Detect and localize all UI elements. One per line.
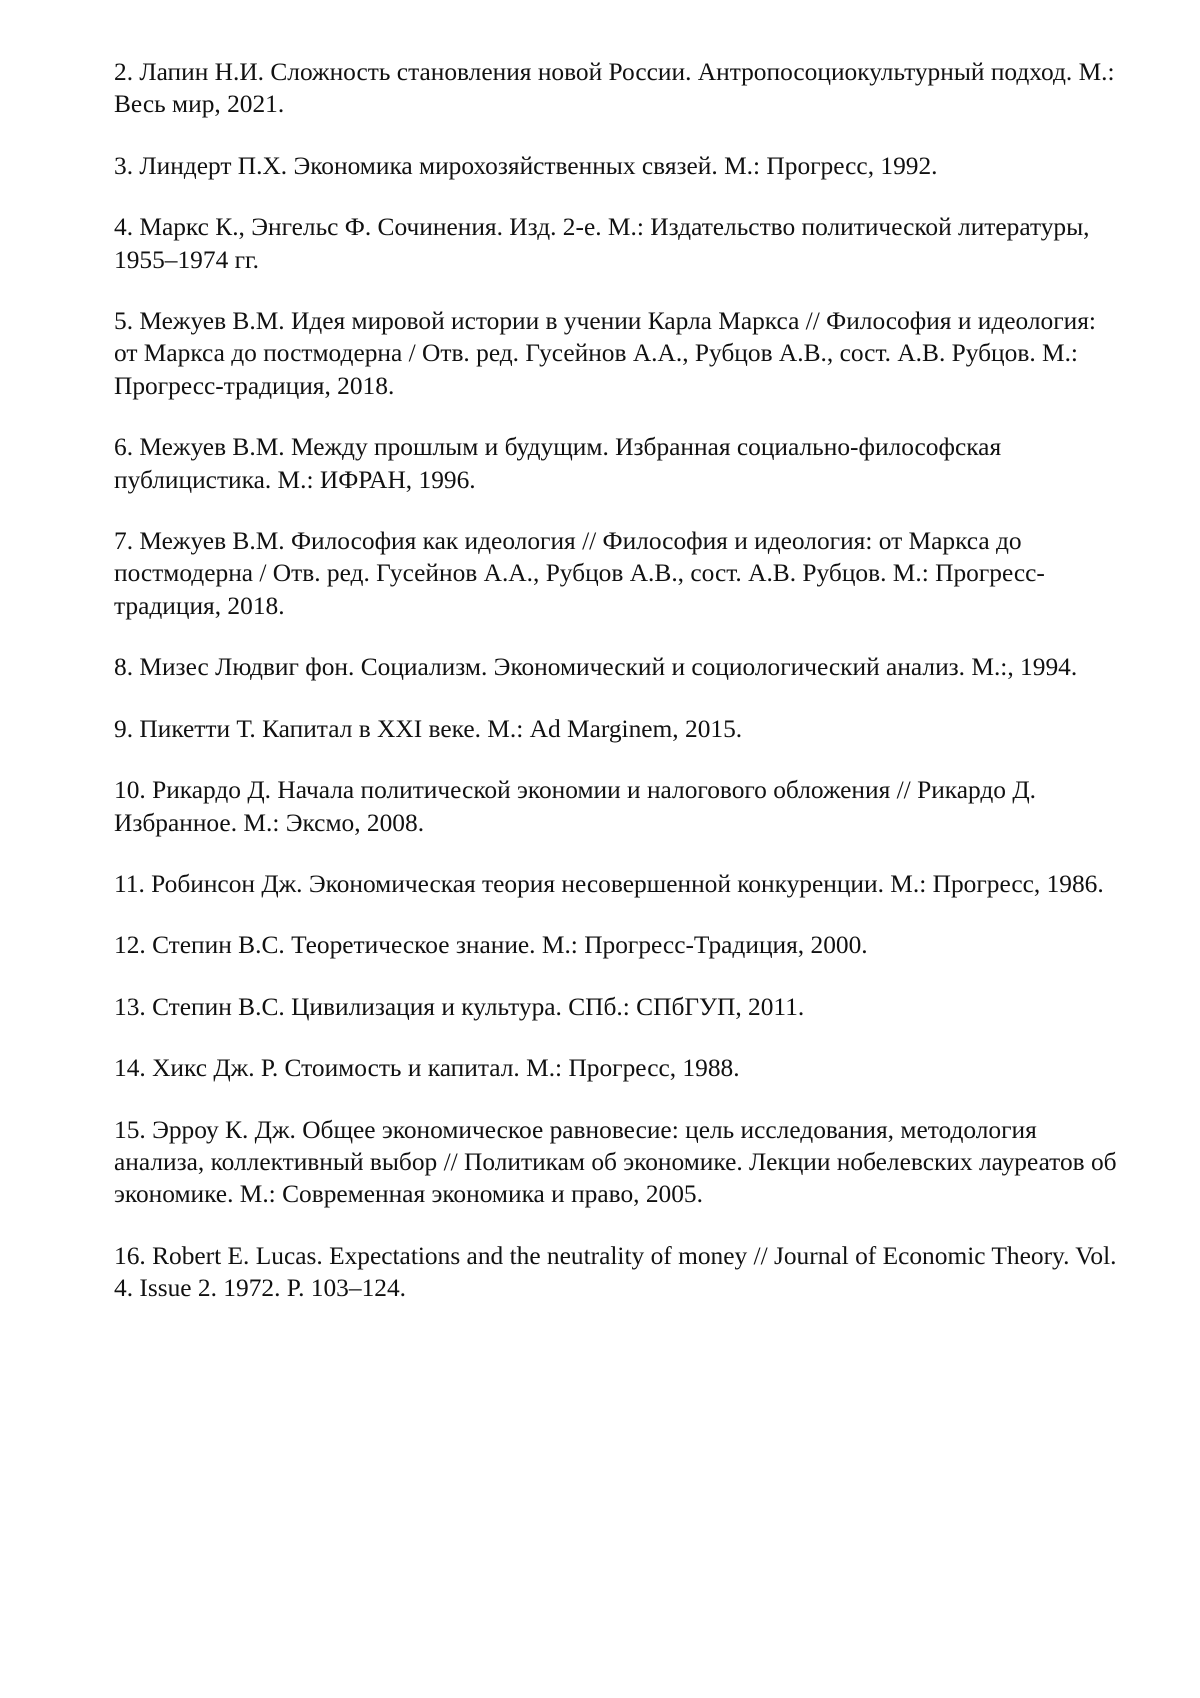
reference-item-9: 9. Пикетти Т. Капитал в XXI веке. М.: Ad Marginem, 2015. bbox=[114, 713, 1124, 745]
reference-item-5: 5. Межуев В.М. Идея мировой истории в учении Карла Маркса // Философия и идеология: от Маркса до постмодерна / Отв. ред. Гусейнов А.А., Рубцов А.В., сост. А.В. Рубцов. М.: Прогресс-традиция, 2018. bbox=[114, 305, 1124, 402]
document-page bbox=[0, 0, 1200, 1698]
reference-item-3: 3. Линдерт П.Х. Экономика мирохозяйственных связей. М.: Прогресс, 1992. bbox=[114, 150, 1124, 182]
reference-item-7: 7. Межуев В.М. Философия как идеология // Философия и идеология: от Маркса до постмодерна / Отв. ред. Гусейнов А.А., Рубцов А.В., сост. А.В. Рубцов. М.: Прогресс-традиция, 2018. bbox=[114, 525, 1124, 622]
reference-item-4: 4. Маркс К., Энгельс Ф. Сочинения. Изд. 2-е. М.: Издательство политической литературы, 1955–1974 гг. bbox=[114, 211, 1124, 276]
reference-item-2: 2. Лапин Н.И. Сложность становления новой России. Антропосоциокультурный подход. М.: Весь мир, 2021. bbox=[114, 56, 1124, 121]
reference-item-15: 15. Эрроу К. Дж. Общее экономическое равновесие: цель исследования, методология анализа, коллективный выбор // Политикам об экономике. Лекции нобелевских лауреатов об экономике. М.: Современная экономика и право, 2005. bbox=[114, 1114, 1124, 1211]
reference-item-13: 13. Степин В.С. Цивилизация и культура. СПб.: СПбГУП, 2011. bbox=[114, 991, 1124, 1023]
reference-item-14: 14. Хикс Дж. Р. Стоимость и капитал. М.: Прогресс, 1988. bbox=[114, 1052, 1124, 1084]
reference-item-6: 6. Межуев В.М. Между прошлым и будущим. Избранная социально-философская публицистика. М.: ИФРАН, 1996. bbox=[114, 431, 1124, 496]
reference-item-11: 11. Робинсон Дж. Экономическая теория несовершенной конкуренции. М.: Прогресс, 1986. bbox=[114, 868, 1124, 900]
reference-list bbox=[114, 56, 1124, 1334]
reference-item-10: 10. Рикардо Д. Начала политической экономии и налогового обложения // Рикардо Д. Избранное. М.: Эксмо, 2008. bbox=[114, 774, 1124, 839]
reference-item-12: 12. Степин В.С. Теоретическое знание. М.: Прогресс-Традиция, 2000. bbox=[114, 929, 1124, 961]
reference-item-8: 8. Мизес Людвиг фон. Социализм. Экономический и социологический анализ. М.:, 1994. bbox=[114, 651, 1124, 683]
reference-item-16: 16. Robert E. Lucas. Expectations and the neutrality of money // Journal of Economic Theory. Vol. 4. Issue 2. 1972. P. 103–124. bbox=[114, 1240, 1124, 1305]
